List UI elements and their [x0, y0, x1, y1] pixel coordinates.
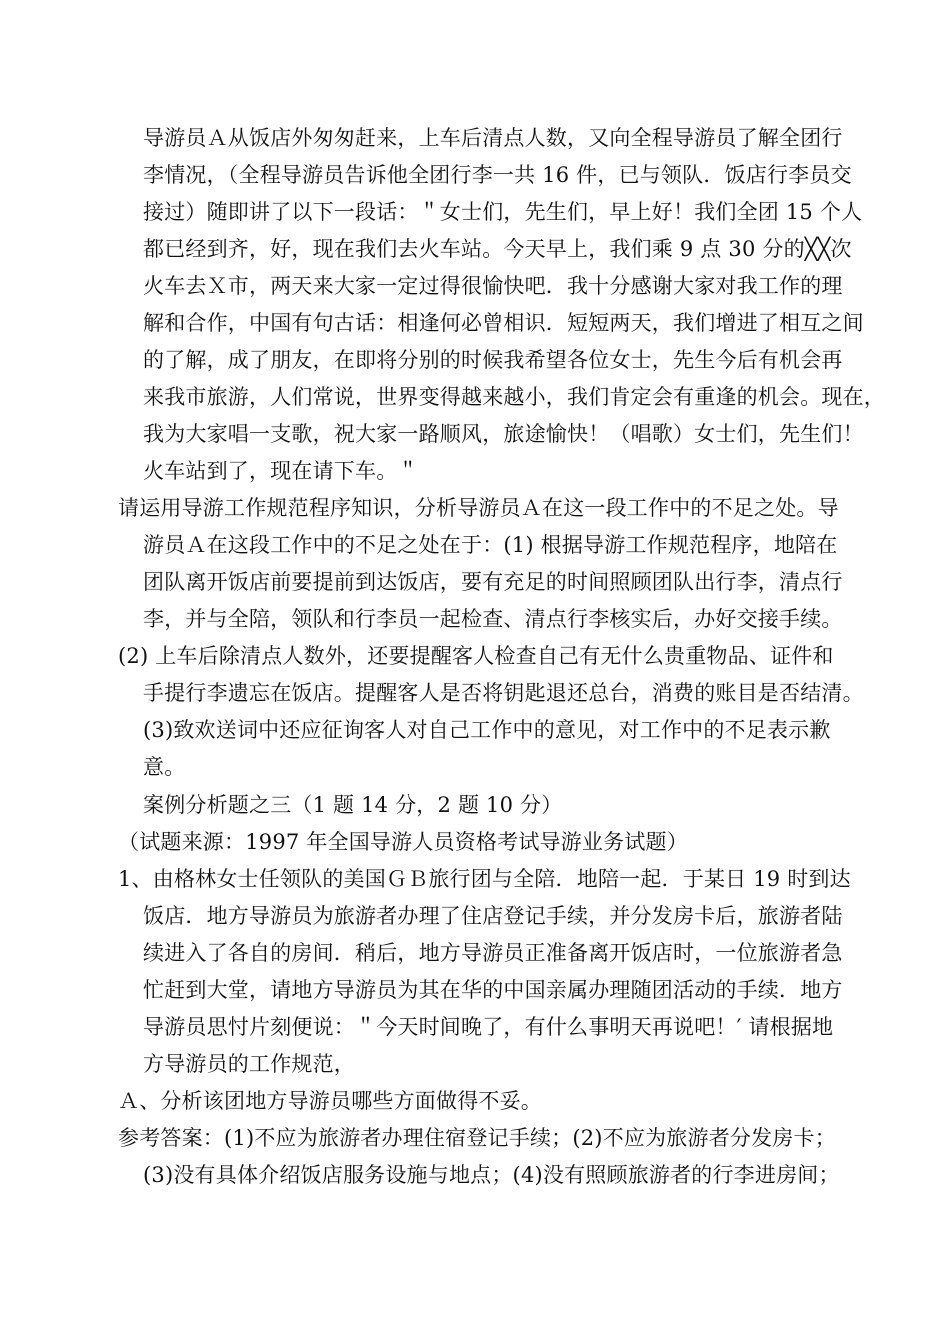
paragraph-line: 接过）随即讲了以下一段话：＂女士们，先生们，早上好！我们全团 15 个人	[143, 200, 863, 224]
answer-line: (2) 上车后除清点人数外，还要提醒客人检查自己有无什么贵重物品、证件和	[118, 644, 834, 668]
case-question-line: 饭店．地方导游员为旅游者办理了住店登记手续，并分发房卡后，旅游者陆	[143, 904, 843, 928]
case-question-line: 导游员思忖片刻便说：＂今天时间晚了，有什么事明天再说吧！′ 请根据地	[143, 1015, 834, 1039]
case-question-line: 方导游员的工作规范，	[143, 1052, 355, 1076]
answer-line: 团队离开饭店前要提前到达饭店，要有充足的时间照顾团队出行李，清点行	[143, 570, 843, 594]
answer-line: 游员Ａ在这段工作中的不足之处在于：(1) 根据导游工作规范程序，地陪在	[143, 533, 838, 557]
answer-line: 李，并与全陪，领队和行李员一起检查、清点行李核实后，办好交接手续。	[143, 607, 843, 631]
case-question-line: 忙赶到大堂，请地方导游员为其在华的中国亲属办理随团活动的手续．地方	[143, 978, 843, 1002]
answer-line: 手提行李遗忘在饭店。提醒客人是否将钥匙退还总台，消费的账目是否结清。	[143, 681, 864, 705]
reference-answer-line: (3)没有具体介绍饭店服务设施与地点；(4)没有照顾旅游者的行李进房间；	[143, 1163, 840, 1187]
paragraph-line: 的了解，成了朋友，在即将分别的时候我希望各位女士，先生今后有机会再	[143, 348, 843, 372]
question-line: 请运用导游工作规范程序知识，分析导游员Ａ在这一段工作中的不足之处。导	[118, 496, 839, 520]
section-heading: 案例分析题之三（1 题 14 分，2 题 10 分）	[143, 793, 563, 817]
answer-line: 意。	[143, 755, 186, 779]
case-question-line: 续进入了各自的房间．稍后，地方导游员正准备离开饭店时，一位旅游者急	[143, 941, 843, 965]
reference-answer-line: 参考答案：(1)不应为旅游者办理住宿登记手续；(2)不应为旅游者分发房卡；	[118, 1126, 836, 1150]
paragraph-line: 火车站到了，现在请下车。＂	[143, 459, 419, 483]
paragraph-line: 来我市旅游，人们常说，世界变得越来越小，我们肯定会有重逢的机会。现在，	[143, 385, 885, 409]
paragraph-line: 李情况，（全程导游员告诉他全团行李一共 16 件，已与领队．饭店行李员交	[143, 163, 852, 187]
paragraph-line: 火车去Ｘ市，两天来大家一定过得很愉快吧．我十分感谢大家对我工作的理	[143, 274, 843, 298]
paragraph-line: 导游员Ａ从饭店外匆匆赶来，上车后清点人数，又向全程导游员了解全团行	[143, 126, 843, 150]
paragraph-line: 都已经到齐，好，现在我们去火车站。今天早上，我们乘 9 点 30 分的╳╳次	[143, 237, 852, 261]
case-question-line: 1、由格林女士任领队的美国ＧＢ旅行团与全陪．地陪一起．于某日 19 时到达	[118, 867, 851, 891]
paragraph-line: 我为大家唱一支歌，祝大家一路顺风，旅途愉快！（唱歌）女士们，先生们！	[143, 422, 864, 446]
answer-line: (3)致欢送词中还应征询客人对自己工作中的意见，对工作中的不足表示歉	[143, 718, 831, 742]
sub-question: Ａ、分析该团地方导游员哪些方面做得不妥。	[118, 1089, 542, 1113]
paragraph-line: 解和合作，中国有句古话：相逢何必曾相识．短短两天，我们增进了相互之间	[143, 311, 864, 335]
source-note: （试题来源：1997 年全国导游人员资格考试导游业务试题）	[118, 830, 688, 854]
